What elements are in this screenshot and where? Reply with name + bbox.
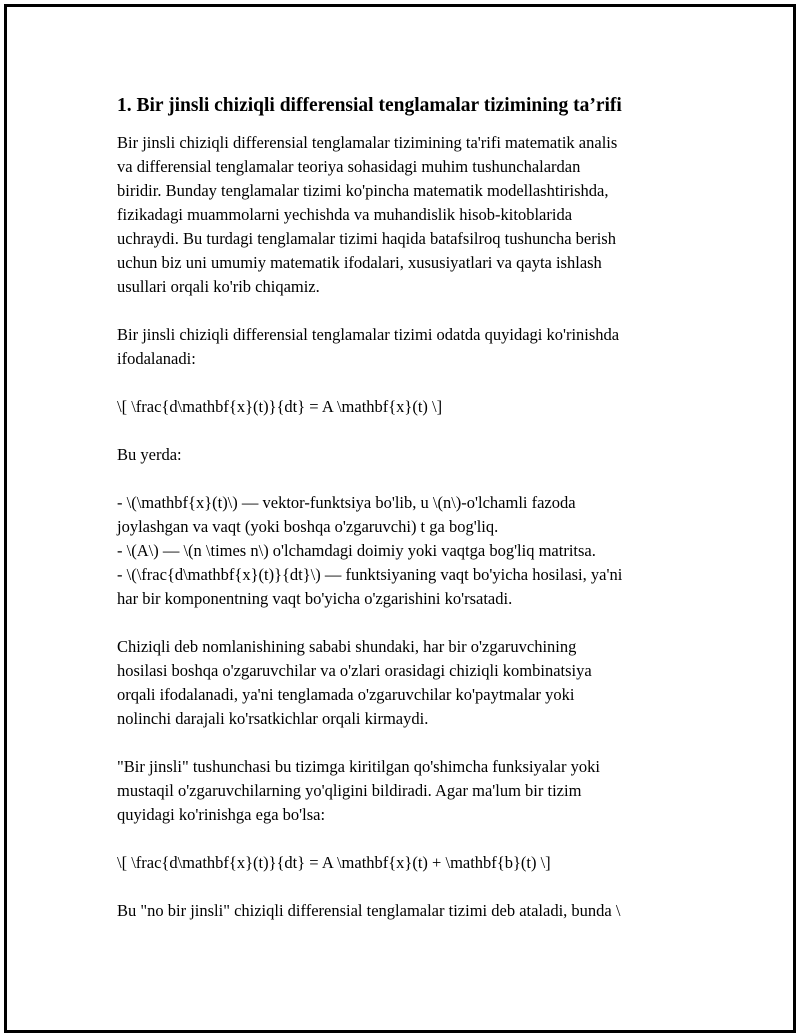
list-item: - \(A\) — \(n \times n\) o'lchamdagi doimiy yoki vaqtga bog'liq matritsa. <box>117 541 596 560</box>
document-body <box>117 93 682 923</box>
definitions-list <box>117 491 682 611</box>
text-line: quyidagi ko'rinishga ega bo'lsa: <box>117 805 326 824</box>
text-line: nolinchi darajali ko'rsatkichlar orqali kirmaydi. <box>117 709 429 728</box>
text-line: Chiziqli deb nomlanishining sababi shundaki, har bir o'zgaruvchining <box>117 637 577 656</box>
text-line: biridir. Bunday tenglamalar tizimi ko'pincha matematik modellashtirishda, <box>117 181 609 200</box>
list-item: joylashgan va vaqt (yoki boshqa o'zgaruvchi) t ga bog'liq. <box>117 517 499 536</box>
nonhomogeneous-paragraph <box>117 899 682 923</box>
text-line: uchraydi. Bu turdagi tenglamalar tizimi haqida batafsilroq tushuncha berish <box>117 229 616 248</box>
formula-homogeneous <box>117 395 682 419</box>
formula-nonhomogeneous <box>117 851 682 875</box>
text-line: hosilasi boshqa o'zgaruvchilar va o'zlari orasidagi chiziqli kombinatsiya <box>117 661 592 680</box>
homogeneity-paragraph <box>117 755 682 827</box>
list-item: - \(\mathbf{x}(t)\) — vektor-funktsiya bo'lib, u \(n\)-o'lchamli fazoda <box>117 493 576 512</box>
formula-line: \[ \frac{d\mathbf{x}(t)}{dt} = A \mathbf{x}(t) \] <box>117 397 443 416</box>
text-line: orqali ifodalanadi, ya'ni tenglamada o'zgaruvchilar ko'paytmalar yoki <box>117 685 575 704</box>
list-item: har bir komponentning vaqt bo'yicha o'zgarishini ko'rsatadi. <box>117 589 513 608</box>
text-line: va differensial tenglamalar teoriya sohasidagi muhim tushunchalardan <box>117 157 581 176</box>
text-line: Bir jinsli chiziqli differensial tenglamalar tizimining ta'rifi matematik analis <box>117 133 618 152</box>
list-item: - \(\frac{d\mathbf{x}(t)}{dt}\) — funktsiyaning vaqt bo'yicha hosilasi, ya'ni <box>117 565 623 584</box>
text-line: fizikadagi muammolarni yechishda va muhandislik hisob-kitoblarida <box>117 205 573 224</box>
intro-paragraph <box>117 131 682 299</box>
text-line: usullari orqali ko'rib chiqamiz. <box>117 277 320 296</box>
where-paragraph <box>117 443 682 467</box>
linearity-paragraph <box>117 635 682 731</box>
text-line: mustaqil o'zgaruvchilarning yo'qligini bildiradi. Agar ma'lum bir tizim <box>117 781 582 800</box>
section-heading: 1. Bir jinsli chiziqli differensial tenglamalar tizimining ta’rifi <box>117 95 622 116</box>
text-line: ifodalanadi: <box>117 349 196 368</box>
text-line: Bu "no bir jinsli" chiziqli differensial tenglamalar tizimi deb ataladi, bunda \ <box>117 901 621 920</box>
formula-line: \[ \frac{d\mathbf{x}(t)}{dt} = A \mathbf{x}(t) + \mathbf{b}(t) \] <box>117 853 551 872</box>
text-line: Bu yerda: <box>117 445 182 464</box>
text-line: uchun biz uni umumiy matematik ifodalari, xususiyatlari va qayta ishlash <box>117 253 602 272</box>
text-line: Bir jinsli chiziqli differensial tenglamalar tizimi odatda quyidagi ko'rinishda <box>117 325 620 344</box>
text-line: "Bir jinsli" tushunchasi bu tizimga kiritilgan qo'shimcha funksiyalar yoki <box>117 757 600 776</box>
definition-paragraph <box>117 323 682 371</box>
